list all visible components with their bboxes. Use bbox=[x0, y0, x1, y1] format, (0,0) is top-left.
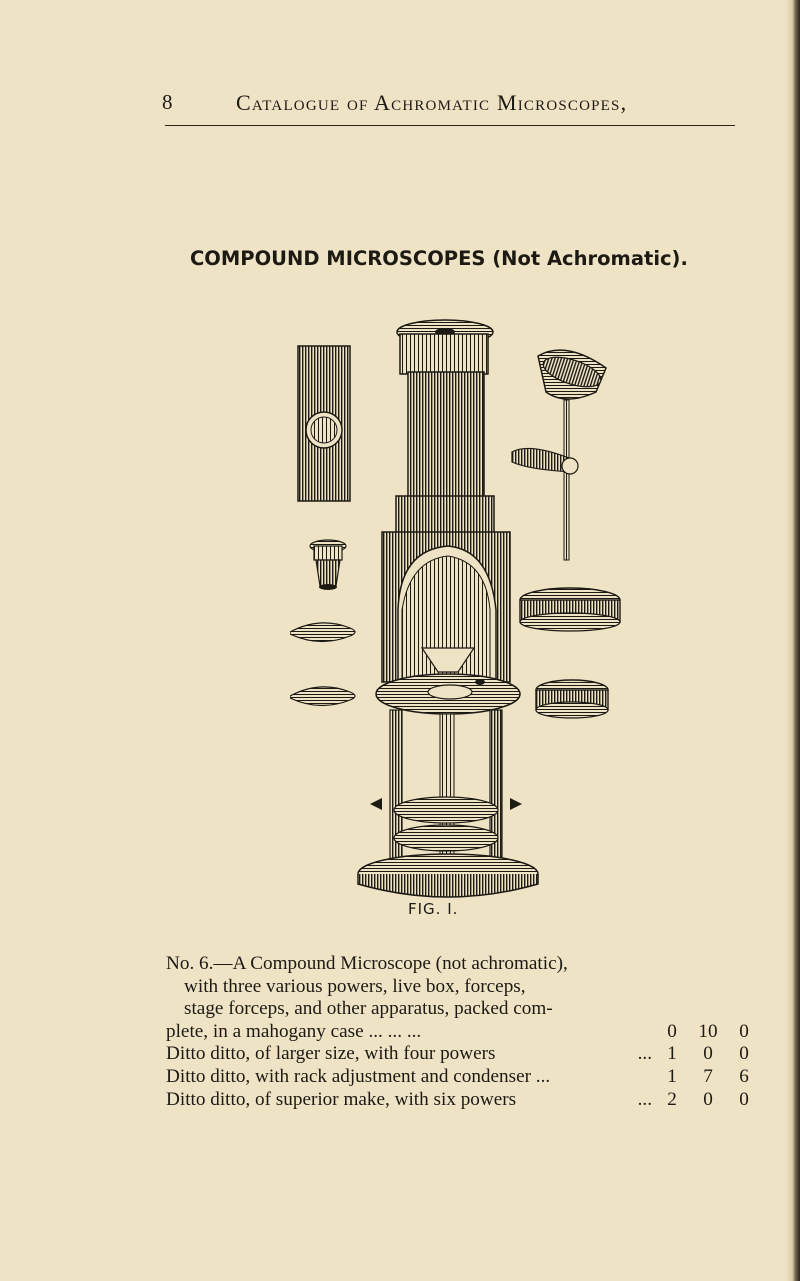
entry-line: No. 6.—A Compound Microscope (not achromatic), bbox=[166, 953, 568, 974]
page-header bbox=[162, 90, 742, 120]
tripod-base bbox=[358, 710, 538, 897]
entry-price bbox=[660, 1089, 756, 1112]
price-pence: 6 bbox=[739, 1065, 749, 1087]
lens-disc-1 bbox=[290, 623, 355, 642]
glass-slide bbox=[298, 346, 350, 501]
price-shillings: 7 bbox=[703, 1065, 713, 1087]
entry-line: stage forceps, and other apparatus, packed com- bbox=[184, 998, 553, 1020]
price-shillings: 10 bbox=[698, 1020, 718, 1042]
condenser-arm bbox=[512, 350, 606, 560]
live-box-cap bbox=[536, 680, 608, 718]
objective-lens bbox=[310, 540, 346, 590]
price-pence: 0 bbox=[739, 1020, 749, 1042]
catalogue-entry bbox=[166, 1089, 756, 1112]
page-edge bbox=[786, 0, 800, 1281]
stage bbox=[376, 674, 520, 714]
microscope-engraving bbox=[290, 310, 640, 910]
entry-leader: ... bbox=[637, 1043, 652, 1065]
section-title: COMPOUND MICROSCOPES (Not Achromatic). bbox=[190, 247, 688, 270]
entry-price bbox=[660, 1066, 756, 1089]
header-rule bbox=[165, 125, 735, 126]
price-pounds: 1 bbox=[667, 1043, 677, 1065]
body-tube bbox=[396, 320, 494, 534]
figure-caption: FIG. I. bbox=[408, 900, 459, 918]
entry-line: plete, in a mahogany case ... ... ... bbox=[166, 1020, 422, 1042]
entry-line: with three various powers, live box, forceps, bbox=[184, 975, 526, 997]
catalogue-entry bbox=[166, 1043, 756, 1066]
microscope-illustration bbox=[290, 310, 640, 910]
catalogue-entry bbox=[166, 1066, 756, 1089]
running-title: Catalogue of Achromatic Microscopes, bbox=[236, 90, 628, 115]
price-shillings: 0 bbox=[703, 1088, 713, 1110]
pillar bbox=[382, 532, 510, 682]
price-shillings: 0 bbox=[703, 1043, 713, 1065]
entry-line: Ditto ditto, of superior make, with six powers bbox=[166, 1088, 517, 1110]
lens-disc-2 bbox=[290, 687, 355, 706]
live-box-ring bbox=[520, 588, 620, 631]
price-pounds: 1 bbox=[667, 1065, 677, 1087]
catalogue-entry bbox=[166, 953, 756, 1043]
price-pence: 0 bbox=[739, 1088, 749, 1110]
entry-price bbox=[660, 1021, 756, 1044]
price-pence: 0 bbox=[739, 1043, 749, 1065]
price-pounds: 0 bbox=[667, 1020, 677, 1042]
page-number: 8 bbox=[162, 90, 173, 114]
catalogue-entries bbox=[166, 953, 756, 1111]
entry-price bbox=[660, 1043, 756, 1066]
price-pounds: 2 bbox=[667, 1088, 677, 1110]
entry-leader: ... bbox=[637, 1088, 652, 1110]
entry-line: Ditto ditto, with rack adjustment and condenser ... bbox=[166, 1065, 551, 1087]
entry-line: Ditto ditto, of larger size, with four powers bbox=[166, 1043, 496, 1065]
